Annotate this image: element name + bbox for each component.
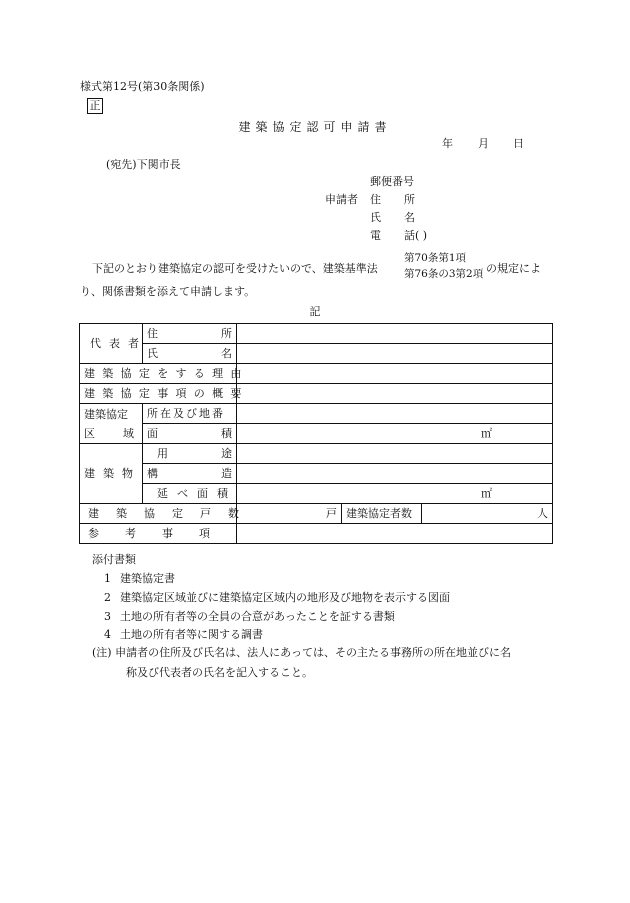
location-field[interactable]	[237, 404, 553, 424]
area-label: 面 積	[143, 424, 237, 444]
applicant-address-label-a: 住	[370, 193, 381, 206]
date-month: 月	[478, 137, 489, 150]
rep-address-label: 住 所	[143, 324, 237, 344]
attachment-item: 1 建築協定書	[104, 572, 175, 585]
remarks-label: 参考事項	[80, 524, 237, 544]
use-field[interactable]	[237, 444, 553, 464]
sei-mark-box: 正	[87, 98, 103, 114]
building-cell	[80, 444, 143, 504]
remarks-field[interactable]	[237, 524, 553, 544]
reason-label: 建築協定をする理由	[80, 364, 237, 384]
representative-label: 代表者	[90, 337, 147, 350]
households-label: 建築協定戸数	[80, 504, 237, 524]
body-line-1-end: の規定によ	[486, 262, 541, 275]
floor-area-field[interactable]	[237, 484, 553, 504]
applicant-address-label-b: 所	[404, 193, 415, 206]
floor-area-unit: ㎡	[481, 487, 492, 500]
date-year: 年	[442, 137, 453, 150]
attachment-item: 2 建築協定区域並びに建築協定区域内の地形及び地物を表示する図面	[104, 591, 450, 604]
law-article-a: 第70条第1項	[404, 252, 467, 264]
application-table	[79, 323, 553, 544]
structure-field[interactable]	[237, 464, 553, 484]
note-line-2: 称及び代表者の氏名を記入すること。	[126, 666, 313, 679]
reason-field[interactable]	[237, 364, 553, 384]
area-unit: ㎡	[481, 427, 492, 440]
form-number: 様式第12号(第30条関係)	[80, 80, 205, 93]
use-label: 用 途	[143, 444, 237, 464]
attachments-title: 添付書類	[92, 553, 136, 566]
rep-address-field[interactable]	[237, 324, 553, 344]
applicant-phone-label-a: 電	[370, 229, 381, 242]
applicant-name-label-a: 氏	[370, 211, 381, 224]
addressee: (宛先)下関市長	[106, 158, 181, 171]
page-title: 建築協定認可申請書	[238, 120, 392, 134]
applicant-name-label-b: 名	[404, 211, 415, 224]
representative-cell	[80, 324, 147, 364]
postal-code-label: 郵便番号	[370, 175, 414, 188]
outline-field[interactable]	[237, 384, 553, 404]
applicant-label: 申請者	[325, 193, 358, 206]
applicant-phone-label-b: 話( )	[404, 229, 428, 242]
attachment-item: 4 土地の所有者等に関する調書	[104, 628, 263, 641]
zone-cell: 建築協定 区 域	[80, 404, 143, 444]
location-label: 所在及び地番	[143, 404, 237, 424]
structure-label: 構 造	[143, 464, 237, 484]
signers-label: 建築協定者数	[342, 504, 422, 524]
law-article-b: 第76条の3第2項	[404, 268, 484, 280]
zone-label-a: 建築協定	[84, 407, 128, 421]
attachment-item: 3 土地の所有者等の全員の合意があったことを証する書類	[104, 610, 395, 623]
ki-heading: 記	[309, 305, 321, 318]
signers-field[interactable]	[422, 504, 553, 524]
body-line-2: り、関係書類を添えて申請します。	[80, 285, 256, 298]
outline-label: 建築協定事項の概要	[80, 384, 237, 404]
rep-name-label: 氏 名	[143, 344, 237, 364]
floor-area-label: 延べ面積	[143, 484, 237, 504]
building-label: 建築物	[84, 467, 141, 480]
signers-unit: 人	[537, 507, 548, 520]
body-line-1: 下記のとおり建築協定の認可を受けたいので、建築基準法	[92, 262, 378, 275]
households-unit: 戸	[326, 507, 337, 520]
area-field[interactable]	[237, 424, 553, 444]
date-day: 日	[513, 137, 524, 150]
note-line-1: (注) 申請者の住所及び氏名は、法人にあっては、その主たる事務所の所在地並びに名	[92, 646, 511, 659]
rep-name-field[interactable]	[237, 344, 553, 364]
